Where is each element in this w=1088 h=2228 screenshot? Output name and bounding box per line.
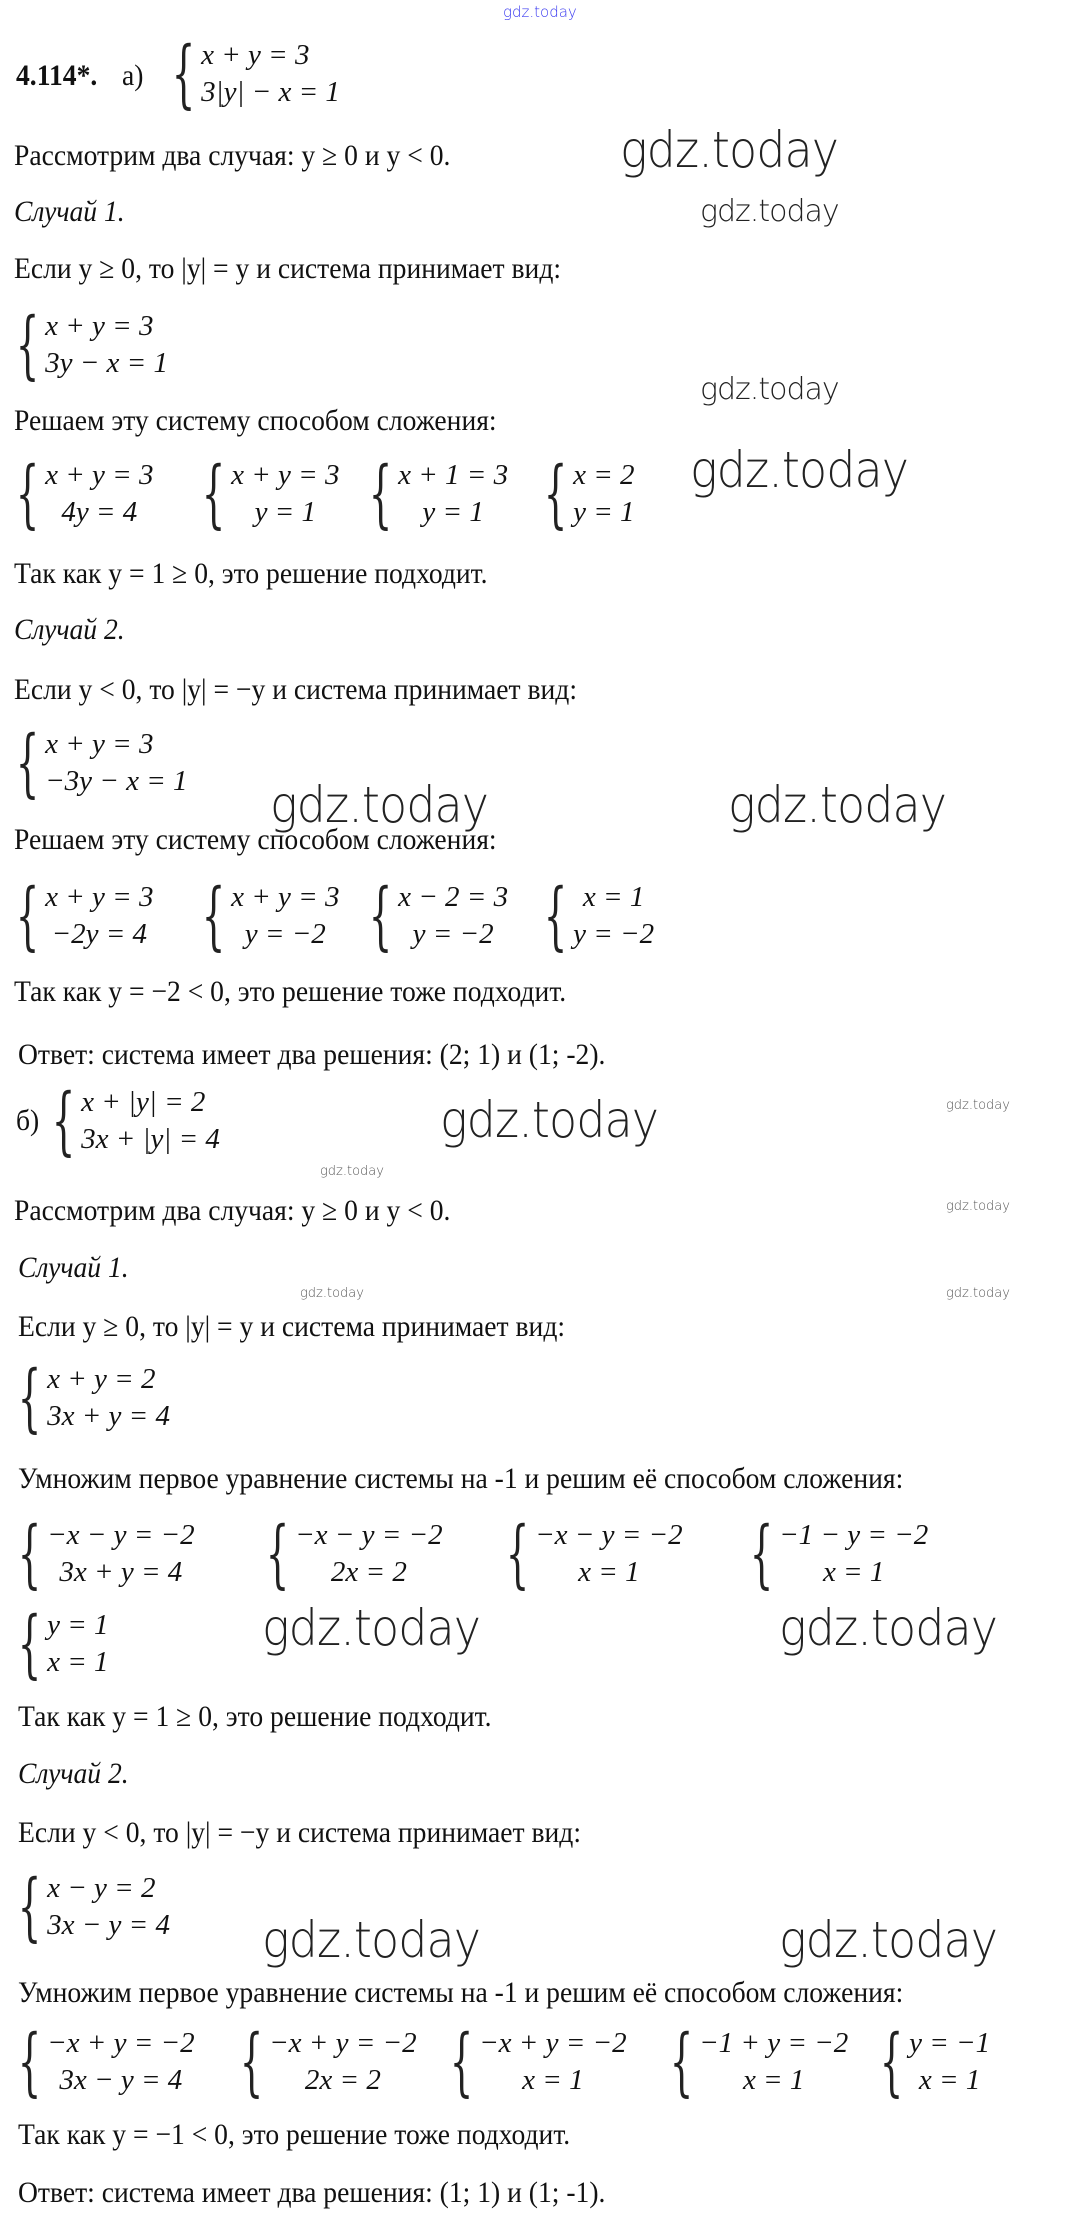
system-lines bbox=[47, 1361, 170, 1435]
system-lines bbox=[45, 879, 153, 953]
watermark: gdz.today bbox=[300, 1286, 364, 1301]
method-text: Умножим первое уравнение системы на -1 и решим её способом сложения: bbox=[18, 1976, 904, 2009]
method-text: Умножим первое уравнение системы на -1 и решим её способом сложения: bbox=[18, 1462, 904, 1495]
equation: x + y = 3 bbox=[201, 39, 310, 71]
system-lines bbox=[47, 1870, 170, 1944]
system-lines bbox=[535, 1517, 683, 1591]
equation-system bbox=[14, 1355, 170, 1441]
watermark: gdz.today bbox=[700, 372, 839, 407]
equation-system bbox=[365, 451, 509, 537]
system-lines bbox=[398, 457, 508, 531]
equation: 3y − x = 1 bbox=[45, 347, 168, 379]
case-condition: Если y < 0, то |y| = −y и система принимает вид: bbox=[14, 673, 578, 706]
system-lines bbox=[231, 879, 339, 953]
equation: x + y = 3 bbox=[231, 459, 340, 491]
brace-icon: { bbox=[368, 873, 393, 959]
equation-system bbox=[168, 31, 340, 117]
brace-icon: { bbox=[669, 2019, 694, 2105]
equation: −x + y = −2 bbox=[479, 2027, 627, 2059]
brace-icon: { bbox=[15, 720, 40, 806]
watermark: gdz.today bbox=[779, 1911, 998, 1969]
equation-system bbox=[14, 1601, 109, 1687]
equation: y = −2 bbox=[244, 918, 326, 950]
watermark: gdz.today bbox=[270, 776, 489, 834]
equation: 2x = 2 bbox=[304, 2064, 381, 2096]
method-text: Решаем эту систему способом сложения: bbox=[14, 404, 497, 437]
method-text: Решаем эту систему способом сложения: bbox=[14, 823, 497, 856]
equation: x = 1 bbox=[582, 881, 645, 913]
watermark: gdz.today bbox=[262, 1911, 481, 1969]
brace-icon: { bbox=[449, 2019, 474, 2105]
brace-icon: { bbox=[201, 873, 226, 959]
system-lines bbox=[573, 879, 654, 953]
equation: −x + y = −2 bbox=[269, 2027, 417, 2059]
equation: −x − y = −2 bbox=[47, 1519, 195, 1551]
equation: x + y = 3 bbox=[45, 728, 154, 760]
equation: 3x + |y| = 4 bbox=[81, 1123, 220, 1155]
brace-icon: { bbox=[749, 1511, 774, 1597]
equation-system bbox=[14, 1511, 195, 1597]
case-label: Случай 1. bbox=[14, 195, 125, 228]
equation-system bbox=[746, 1511, 929, 1597]
equation-system bbox=[12, 451, 154, 537]
equation-system bbox=[446, 2019, 627, 2105]
equation: x − 2 = 3 bbox=[398, 881, 509, 913]
watermark: gdz.today bbox=[946, 1199, 1010, 1214]
equation: x = 1 bbox=[822, 1556, 885, 1588]
case-condition: Если y < 0, то |y| = −y и система принимает вид: bbox=[18, 1816, 582, 1849]
brace-icon: { bbox=[15, 873, 40, 959]
equation: y = −1 bbox=[909, 2027, 991, 2059]
equation: x + |y| = 2 bbox=[81, 1086, 206, 1118]
equation-system bbox=[12, 873, 154, 959]
equation: −x + y = −2 bbox=[47, 2027, 195, 2059]
equation: −3y − x = 1 bbox=[45, 765, 188, 797]
brace-icon: { bbox=[239, 2019, 264, 2105]
cases-intro: Рассмотрим два случая: y ≥ 0 и y < 0. bbox=[14, 139, 451, 172]
watermark: gdz.today bbox=[440, 1091, 659, 1149]
brace-icon: { bbox=[543, 451, 568, 537]
equation: x + y = 3 bbox=[45, 310, 154, 342]
equation-system bbox=[14, 2019, 195, 2105]
equation: −x − y = −2 bbox=[535, 1519, 683, 1551]
watermark: gdz.today bbox=[728, 776, 947, 834]
equation-system bbox=[48, 1078, 220, 1164]
brace-icon: { bbox=[265, 1511, 290, 1597]
watermark: gdz.today bbox=[946, 1098, 1010, 1113]
watermark: gdz.today bbox=[262, 1599, 481, 1657]
case-label: Случай 2. bbox=[14, 613, 125, 646]
system-lines bbox=[81, 1084, 220, 1158]
equation-system bbox=[262, 1511, 443, 1597]
equation-system bbox=[540, 873, 655, 959]
equation: 3x − y = 4 bbox=[47, 1909, 170, 1941]
equation: y = −2 bbox=[573, 918, 655, 950]
equation-system bbox=[876, 2019, 991, 2105]
system-lines bbox=[779, 1517, 928, 1591]
equation-system bbox=[14, 1864, 170, 1950]
system-lines bbox=[45, 726, 187, 800]
equation: x = 2 bbox=[573, 459, 635, 491]
system-lines bbox=[231, 457, 339, 531]
equation: x = 1 bbox=[47, 1646, 109, 1678]
brace-icon: { bbox=[17, 1355, 42, 1441]
system-lines bbox=[47, 1607, 108, 1681]
equation: y = −2 bbox=[412, 918, 494, 950]
conclusion-text: Так как y = 1 ≥ 0, это решение подходит. bbox=[18, 1700, 492, 1733]
equation: x = 1 bbox=[578, 1556, 640, 1588]
equation-system bbox=[198, 451, 340, 537]
system-lines bbox=[699, 2025, 848, 2099]
system-lines bbox=[269, 2025, 417, 2099]
equation: x = 1 bbox=[522, 2064, 584, 2096]
conclusion-text: Так как y = 1 ≥ 0, это решение подходит. bbox=[14, 557, 488, 590]
brace-icon: { bbox=[368, 451, 393, 537]
watermark: gdz.today bbox=[320, 1164, 384, 1179]
equation: x + y = 3 bbox=[45, 459, 154, 491]
problem-number: 4.114*. bbox=[16, 59, 98, 92]
system-lines bbox=[201, 37, 340, 111]
brace-icon: { bbox=[17, 1601, 42, 1687]
watermark: gdz.today bbox=[946, 1286, 1010, 1301]
brace-icon: { bbox=[17, 2019, 42, 2105]
equation: 3x + y = 4 bbox=[47, 1400, 170, 1432]
equation-system bbox=[236, 2019, 417, 2105]
watermark: gdz.today bbox=[620, 121, 839, 179]
case-label: Случай 2. bbox=[18, 1757, 129, 1790]
conclusion-text: Так как y = −2 < 0, это решение тоже подходит. bbox=[14, 975, 567, 1008]
equation-system bbox=[540, 451, 635, 537]
brace-icon: { bbox=[879, 2019, 904, 2105]
equation: x − y = 2 bbox=[47, 1872, 156, 1904]
brace-icon: { bbox=[543, 873, 568, 959]
equation-system bbox=[12, 720, 188, 806]
answer-text: Ответ: система имеет два решения: (1; 1) и (1; -1). bbox=[18, 2176, 606, 2209]
equation: 2x = 2 bbox=[330, 1556, 407, 1588]
brace-icon: { bbox=[201, 451, 226, 537]
brace-icon: { bbox=[17, 1511, 42, 1597]
case-condition: Если y ≥ 0, то |y| = y и система принимает вид: bbox=[18, 1310, 566, 1343]
answer-text: Ответ: система имеет два решения: (2; 1) и (1; -2). bbox=[18, 1038, 606, 1071]
equation: x + 1 = 3 bbox=[398, 459, 509, 491]
system-lines bbox=[47, 2025, 195, 2099]
equation: y = 1 bbox=[573, 496, 635, 528]
system-lines bbox=[295, 1517, 443, 1591]
part-a-label: а) bbox=[122, 59, 144, 92]
equation: x + y = 2 bbox=[47, 1363, 156, 1395]
equation-system bbox=[666, 2019, 849, 2105]
equation: x + y = 3 bbox=[45, 881, 154, 913]
equation: x = 1 bbox=[918, 2064, 981, 2096]
equation: y = 1 bbox=[47, 1609, 109, 1641]
system-lines bbox=[573, 457, 634, 531]
system-lines bbox=[909, 2025, 990, 2099]
equation: 3x − y = 4 bbox=[59, 2064, 183, 2096]
brace-icon: { bbox=[51, 1078, 76, 1164]
equation-system bbox=[365, 873, 509, 959]
equation: 3|y| − x = 1 bbox=[201, 76, 340, 108]
watermark: gdz.today bbox=[700, 194, 839, 229]
conclusion-text: Так как y = −1 < 0, это решение тоже подходит. bbox=[18, 2118, 571, 2151]
equation: −2y = 4 bbox=[51, 918, 148, 950]
equation: 4y = 4 bbox=[61, 496, 138, 528]
system-lines bbox=[398, 879, 508, 953]
brace-icon: { bbox=[15, 302, 40, 388]
equation-system bbox=[198, 873, 340, 959]
system-lines bbox=[479, 2025, 627, 2099]
watermark: gdz.today bbox=[779, 1599, 998, 1657]
brace-icon: { bbox=[17, 1864, 42, 1950]
cases-intro: Рассмотрим два случая: y ≥ 0 и y < 0. bbox=[14, 1194, 451, 1227]
watermark: gdz.today bbox=[690, 441, 909, 499]
watermark: gdz.today bbox=[503, 3, 577, 21]
part-b-label: б) bbox=[16, 1104, 40, 1137]
equation-system bbox=[12, 302, 168, 388]
brace-icon: { bbox=[15, 451, 40, 537]
brace-icon: { bbox=[505, 1511, 530, 1597]
system-lines bbox=[47, 1517, 195, 1591]
equation: −1 + y = −2 bbox=[699, 2027, 849, 2059]
case-label: Случай 1. bbox=[18, 1251, 129, 1284]
brace-icon: { bbox=[171, 31, 196, 117]
equation: y = 1 bbox=[254, 496, 317, 528]
equation: x + y = 3 bbox=[231, 881, 340, 913]
equation: 3x + y = 4 bbox=[59, 1556, 183, 1588]
case-condition: Если y ≥ 0, то |y| = y и система принимает вид: bbox=[14, 252, 562, 285]
equation: y = 1 bbox=[422, 496, 484, 528]
equation-system bbox=[502, 1511, 683, 1597]
system-lines bbox=[45, 308, 168, 382]
equation: −x − y = −2 bbox=[295, 1519, 443, 1551]
equation: x = 1 bbox=[742, 2064, 805, 2096]
equation: −1 − y = −2 bbox=[779, 1519, 929, 1551]
system-lines bbox=[45, 457, 153, 531]
